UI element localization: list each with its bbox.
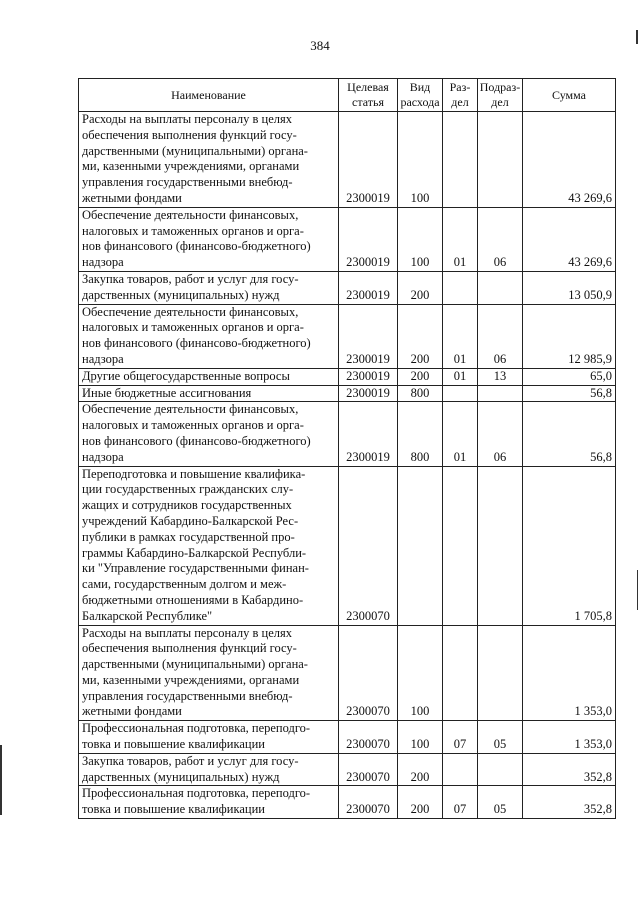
cell-type: 100 xyxy=(398,207,443,271)
header-code: Целевая статья xyxy=(339,79,398,112)
cell-name: Закупка товаров, работ и услуг для госу- дарственных (муниципальных) нужд xyxy=(79,271,339,304)
cell-subsection xyxy=(478,112,523,208)
cell-code: 2300019 xyxy=(339,112,398,208)
cell-name: Обеспечение деятельности финансовых, налоговых и таможенных органов и орга- нов финансового (финансово-бюджетного) надзора xyxy=(79,207,339,271)
cell-subsection: 13 xyxy=(478,368,523,385)
scan-edge-mark xyxy=(0,745,2,815)
cell-name: Расходы на выплаты персоналу в целях обеспечения выполнения функций госу- дарственными (муниципальными) органа- ми, казенными учреждениями, органами управления государственными внебюд- жетными фондами xyxy=(79,112,339,208)
cell-name: Профессиональная подготовка, переподго- товка и повышение квалификации xyxy=(79,721,339,754)
cell-type: 200 xyxy=(398,753,443,786)
table-row xyxy=(79,753,616,786)
page-number: 384 xyxy=(310,38,330,53)
cell-subsection: 05 xyxy=(478,721,523,754)
cell-subsection: 06 xyxy=(478,402,523,466)
header-name: Наименование xyxy=(79,79,339,112)
cell-section xyxy=(443,753,478,786)
table-row xyxy=(79,207,616,271)
table-header xyxy=(79,79,616,112)
cell-code: 2300019 xyxy=(339,304,398,368)
cell-sum: 352,8 xyxy=(523,753,616,786)
cell-sum: 65,0 xyxy=(523,368,616,385)
header-sum: Сумма xyxy=(523,79,616,112)
cell-type: 800 xyxy=(398,402,443,466)
cell-section xyxy=(443,466,478,625)
cell-section xyxy=(443,271,478,304)
cell-code: 2300019 xyxy=(339,402,398,466)
header-subsection: Подраз- дел xyxy=(478,79,523,112)
cell-code: 2300019 xyxy=(339,271,398,304)
cell-name: Профессиональная подготовка, переподго- товка и повышение квалификации xyxy=(79,786,339,819)
cell-sum: 1 353,0 xyxy=(523,625,616,721)
cell-name: Обеспечение деятельности финансовых, налоговых и таможенных органов и орга- нов финансового (финансово-бюджетного) надзора xyxy=(79,402,339,466)
cell-subsection: 06 xyxy=(478,207,523,271)
scan-edge-mark xyxy=(636,30,638,44)
cell-type: 100 xyxy=(398,721,443,754)
cell-type: 200 xyxy=(398,786,443,819)
cell-type: 200 xyxy=(398,304,443,368)
table-body xyxy=(79,112,616,819)
cell-sum: 12 985,9 xyxy=(523,304,616,368)
cell-subsection: 05 xyxy=(478,786,523,819)
cell-code: 2300070 xyxy=(339,753,398,786)
cell-subsection xyxy=(478,385,523,402)
cell-name: Иные бюджетные ассигнования xyxy=(79,385,339,402)
cell-section xyxy=(443,112,478,208)
cell-subsection xyxy=(478,466,523,625)
cell-code: 2300070 xyxy=(339,466,398,625)
cell-section: 01 xyxy=(443,207,478,271)
scan-edge-mark xyxy=(637,570,638,610)
cell-code: 2300019 xyxy=(339,385,398,402)
cell-sum: 56,8 xyxy=(523,402,616,466)
table-row xyxy=(79,271,616,304)
table-row xyxy=(79,402,616,466)
cell-name: Обеспечение деятельности финансовых, налоговых и таможенных органов и орга- нов финансового (финансово-бюджетного) надзора xyxy=(79,304,339,368)
cell-sum: 1 353,0 xyxy=(523,721,616,754)
cell-type: 100 xyxy=(398,625,443,721)
cell-sum: 13 050,9 xyxy=(523,271,616,304)
table-row xyxy=(79,112,616,208)
cell-sum: 43 269,6 xyxy=(523,207,616,271)
table-row xyxy=(79,385,616,402)
cell-code: 2300070 xyxy=(339,786,398,819)
cell-subsection xyxy=(478,753,523,786)
cell-subsection xyxy=(478,625,523,721)
cell-sum: 56,8 xyxy=(523,385,616,402)
cell-type: 100 xyxy=(398,112,443,208)
cell-name: Другие общегосударственные вопросы xyxy=(79,368,339,385)
cell-section: 07 xyxy=(443,786,478,819)
cell-section xyxy=(443,385,478,402)
cell-section: 01 xyxy=(443,304,478,368)
cell-name: Переподготовка и повышение квалифика- ции государственных гражданских слу- жащих и сотрудников государственных учреждений Кабардино-Балкарской Рес- публики в рамках государственной про- граммы Кабардино-Балкарской Республи- ки "Управление государственными финан- сами, государственным долгом и меж- бюджетными отношениями в Кабардино- Балкарской Республике" xyxy=(79,466,339,625)
cell-type: 200 xyxy=(398,368,443,385)
cell-subsection: 06 xyxy=(478,304,523,368)
cell-sum: 1 705,8 xyxy=(523,466,616,625)
cell-section: 07 xyxy=(443,721,478,754)
cell-type: 800 xyxy=(398,385,443,402)
cell-type xyxy=(398,466,443,625)
cell-name: Закупка товаров, работ и услуг для госу- дарственных (муниципальных) нужд xyxy=(79,753,339,786)
cell-section: 01 xyxy=(443,402,478,466)
table-row xyxy=(79,625,616,721)
cell-sum: 352,8 xyxy=(523,786,616,819)
table-row xyxy=(79,786,616,819)
table-row xyxy=(79,304,616,368)
cell-code: 2300019 xyxy=(339,207,398,271)
header-type: Вид расхода xyxy=(398,79,443,112)
cell-code: 2300070 xyxy=(339,721,398,754)
header-section: Раз- дел xyxy=(443,79,478,112)
table-row xyxy=(79,368,616,385)
table-row xyxy=(79,466,616,625)
table-row xyxy=(79,721,616,754)
cell-type: 200 xyxy=(398,271,443,304)
budget-table xyxy=(78,78,616,819)
cell-sum: 43 269,6 xyxy=(523,112,616,208)
cell-section xyxy=(443,625,478,721)
cell-section: 01 xyxy=(443,368,478,385)
cell-subsection xyxy=(478,271,523,304)
cell-code: 2300019 xyxy=(339,368,398,385)
cell-name: Расходы на выплаты персоналу в целях обеспечения выполнения функций госу- дарственными (муниципальными) органа- ми, казенными учреждениями, органами управления государственными внебюд- жетными фондами xyxy=(79,625,339,721)
cell-code: 2300070 xyxy=(339,625,398,721)
